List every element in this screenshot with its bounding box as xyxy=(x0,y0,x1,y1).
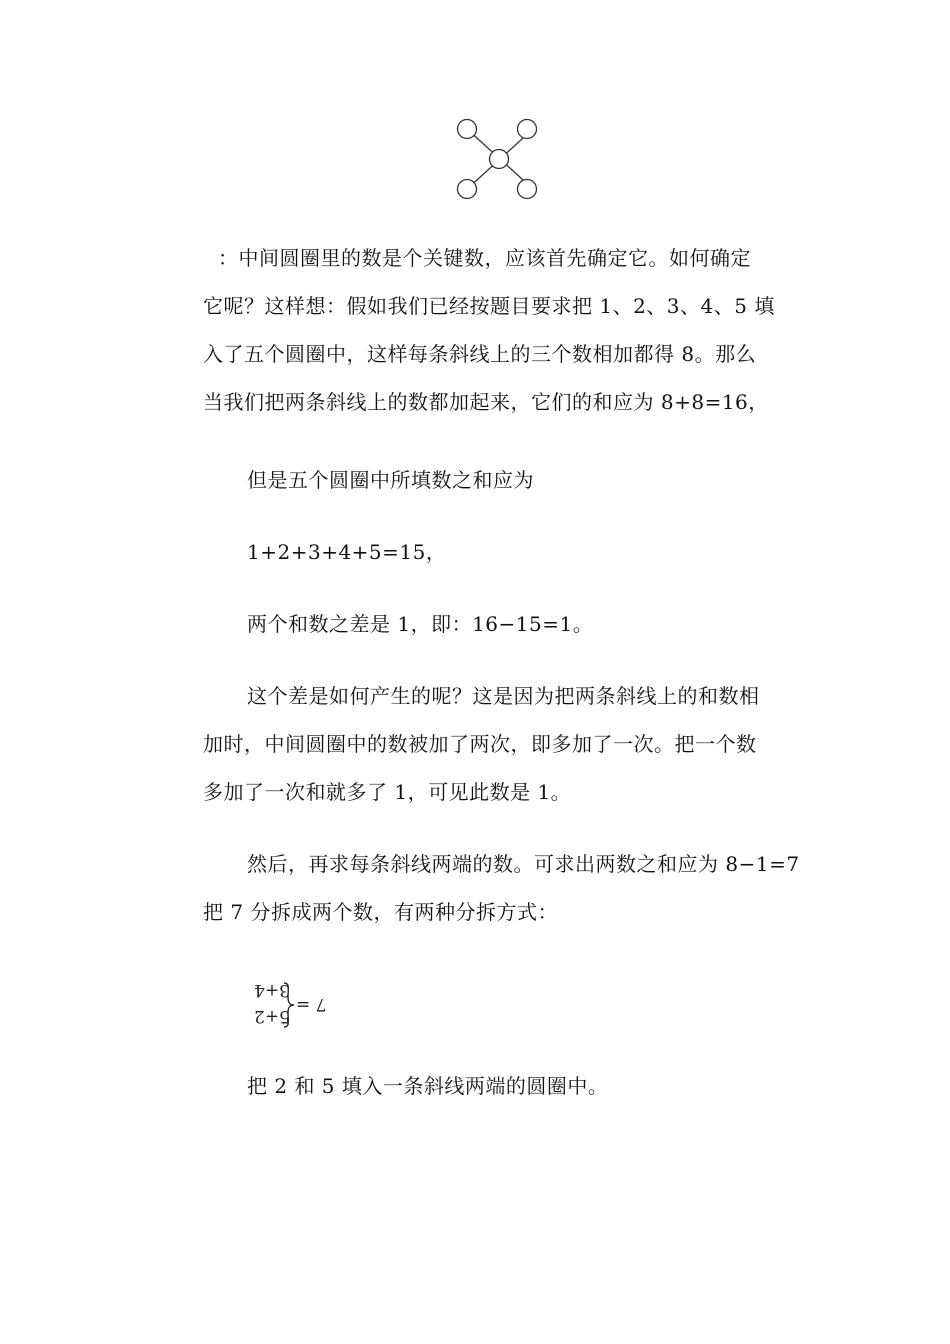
circle-bottom-right xyxy=(518,180,537,199)
text-line: 但是五个圆圈中所填数之和应为 xyxy=(247,468,534,492)
text-line: 加时，中间圆圈中的数被加了两次，即多加了一次。把一个数 xyxy=(203,732,757,756)
paragraph-difference xyxy=(203,600,813,648)
circle-bottom-left xyxy=(458,180,477,199)
text-line: 多加了一次和就多了 1，可见此数是 1。 xyxy=(203,780,572,804)
text-line: 把 2 和 5 填入一条斜线两端的圆圈中。 xyxy=(247,1074,609,1098)
formula-lhs: 7 = xyxy=(296,994,327,1014)
formula-top-term: 3+4 xyxy=(254,980,290,1000)
text-line: 它呢？这样想：假如我们已经按题目要求把 1、2、3、4、5 填 xyxy=(203,294,775,318)
formula-bottom-term: 5+2 xyxy=(254,1006,290,1026)
paragraph-sum-equation xyxy=(203,528,813,576)
circle-top-right xyxy=(518,120,537,139)
text-line: 入了五个圆圈中，这样每条斜线上的三个数相加都得 8。那么 xyxy=(203,342,757,366)
five-circle-diagram xyxy=(450,114,550,206)
paragraph-sum-intro xyxy=(203,456,813,504)
text-line: ：中间圆圈里的数是个关键数，应该首先确定它。如何确定 xyxy=(218,246,751,270)
text-line: 把 7 分拆成两个数，有两种分拆方式： xyxy=(203,900,558,924)
circle-top-left xyxy=(458,120,477,139)
text-line: 1+2+3+4+5=15， xyxy=(247,540,447,564)
paragraph-endpoints xyxy=(203,840,813,936)
paragraph-explanation xyxy=(203,672,813,816)
split-formula xyxy=(244,975,334,1035)
paragraph-reasoning-cont xyxy=(203,282,813,426)
paragraph-reasoning xyxy=(218,234,828,282)
text-line: 两个和数之差是 1，即：16−15=1。 xyxy=(247,612,594,636)
paragraph-conclusion xyxy=(203,1062,813,1110)
text-line: 然后，再求每条斜线两端的数。可求出两数之和应为 8−1=7 xyxy=(247,852,800,876)
circle-center xyxy=(490,150,509,169)
text-line: 当我们把两条斜线上的数都加起来，它们的和应为 8+8=16， xyxy=(203,390,769,414)
text-line: 这个差是如何产生的呢？这是因为把两条斜线上的和数相 xyxy=(247,684,760,708)
